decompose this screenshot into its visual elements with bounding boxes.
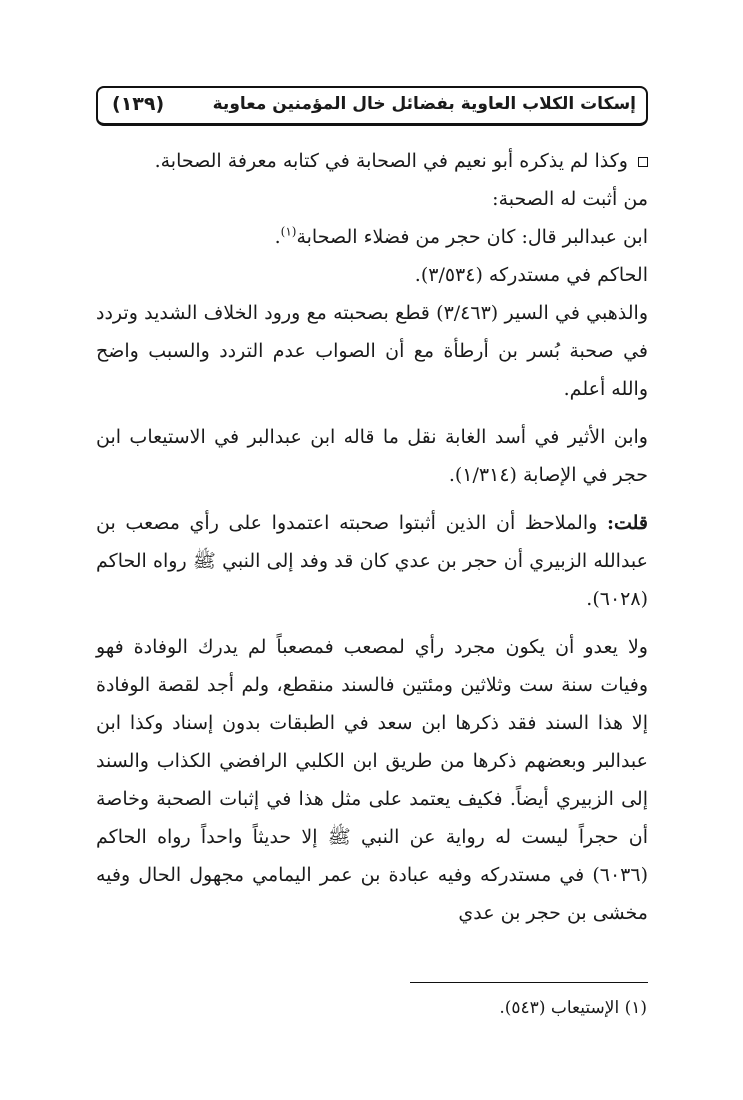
square-bullet-icon xyxy=(638,157,648,167)
paragraph-7: قلت: والملاحظ أن الذين أثبتوا صحبته اعتمدوا على رأي مصعب بن عبدالله الزبيري أن حجر بن عدي كان قد وفد إلى النبي ﷺ رواه الحاكم (٦٠٢٨). xyxy=(96,512,648,610)
paragraph-6: وابن الأثير في أسد الغابة نقل ما قاله ابن عبدالبر في الاستيعاب ابن حجر في الإصابة (١/٣١٤). xyxy=(96,426,648,486)
paragraph-1: وكذا لم يذكره أبو نعيم في الصحابة في كتابه معرفة الصحابة. xyxy=(96,142,648,180)
paragraph-2: من أثبت له الصحبة: xyxy=(492,188,648,210)
footnote-ref: (١) xyxy=(280,224,297,239)
paragraph-3: ابن عبدالبر قال: كان حجر من فضلاء الصحابة$^{(١)}$. xyxy=(274,224,648,248)
paragraph-5: والذهبي في السير (٣/٤٦٣) قطع بصحبته مع ورود الخلاف الشديد وتردد في صحبة بُسر بن أرطأة مع أن الصواب عدم التردد والسبب واضح والله أعلم. xyxy=(96,302,648,400)
paragraph-8: ولا يعدو أن يكون مجرد رأي لمصعب فمصعباً لم يدرك الوفادة فهو وفيات سنة ست وثلاثين ومئتين فالسند منقطع، ولم أجد لقصة الوفادة إلا هذا السند فقد ذكرها ابن سعد في الطبقات بدون إسناد وكذا ابن عبدالبر وبعضهم ذكرها من طريق ابن الكلبي الرافضي الكذاب والسند إلى الزبيري أيضاً. فكيف يعتمد على مثل هذا في إثبات الصحبة وخاصة أن حجراً ليست له رواية عن النبي ﷺ إلا حديثاً واحداً رواه الحاكم (٦٠٣٦) في مستدركه وفيه عبادة بن عمر اليمامي مجهول الحال وفيه مخشى بن حجر بن عدي xyxy=(96,636,648,924)
qultu-label: قلت: xyxy=(606,512,648,534)
book-title: إسكات الكلاب العاوية بفضائل خال المؤمنين معاوية xyxy=(212,94,636,114)
footnote-divider xyxy=(410,982,648,983)
paragraph-4: الحاكم في مستدركه (٣/٥٣٤). xyxy=(414,264,648,286)
footnote: (١) الإستيعاب (٥٤٣). xyxy=(499,998,647,1018)
page-number: (١٣٩) xyxy=(112,93,165,115)
body-text xyxy=(96,142,648,932)
running-header xyxy=(96,86,648,126)
